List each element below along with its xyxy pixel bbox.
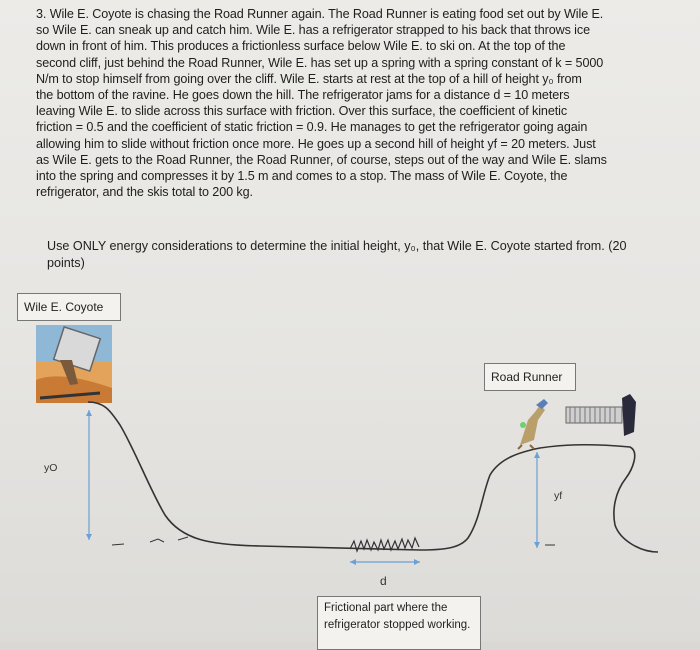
road-runner-image: [518, 399, 548, 449]
distance-d-arrow: [350, 559, 420, 565]
problem-line: second cliff, just behind the Road Runner, Wile E. has set up a spring with a spring constant of k = 5000: [36, 55, 604, 70]
terrain-curve: [88, 402, 658, 552]
question-line: points): [47, 255, 85, 270]
problem-line: leaving Wile E. to slide across this surface with friction. Over this surface, the coefficient of kinetic: [36, 104, 568, 119]
problem-line: the bottom of the ravine. He goes down the hill. The refrigerator jams for a distance d = 10 meters: [36, 88, 570, 103]
yf-label: yf: [554, 490, 563, 502]
coyote-label: Wile E. Coyote: [17, 293, 121, 321]
problem-line: down in front of him. This produces a frictionless surface below Wile E. to ski on. At the top of the: [36, 39, 566, 54]
problem-line: allowing him to slide without friction once more. He goes up a second hill of height yf = 20 meters. Just: [36, 136, 596, 151]
friction-callout: Frictional part where the refrigerator stopped working.: [317, 596, 481, 650]
problem-line: N/m to stop himself from going over the cliff. Wile E. starts at rest at the top of a hill of height y₀ from: [36, 71, 582, 86]
problem-line: friction = 0.5 and the coefficient of static friction = 0.9. He manages to get the refrigerator going again: [36, 120, 588, 135]
y0-label: yO: [44, 462, 58, 474]
problem-line: 3. Wile E. Coyote is chasing the Road Runner again. The Road Runner is eating food set out by Wile E.: [36, 7, 604, 21]
wile-e-coyote-image: [36, 325, 112, 403]
question-line: Use ONLY energy considerations to determine the initial height, y₀, that Wile E. Coyote started from. (20: [47, 239, 627, 253]
problem-line: as Wile E. gets to the Road Runner, the Road Runner, of course, steps out of the way and Wile E. slams: [36, 152, 607, 167]
road-runner-label: Road Runner: [484, 363, 576, 391]
yf-height-arrow: [534, 452, 540, 548]
d-label: d: [380, 574, 387, 588]
problem-line: refrigerator, and the skis total to 200 kg.: [36, 185, 253, 200]
spring-icon: [566, 394, 636, 436]
problem-line: so Wile E. can sneak up and catch him. Wile E. has a refrigerator strapped to his back that throws ice: [36, 23, 590, 38]
problem-line: into the spring and compresses it by 1.5 m and comes to a stop. The mass of Wile E. Coyote, the: [36, 169, 568, 184]
